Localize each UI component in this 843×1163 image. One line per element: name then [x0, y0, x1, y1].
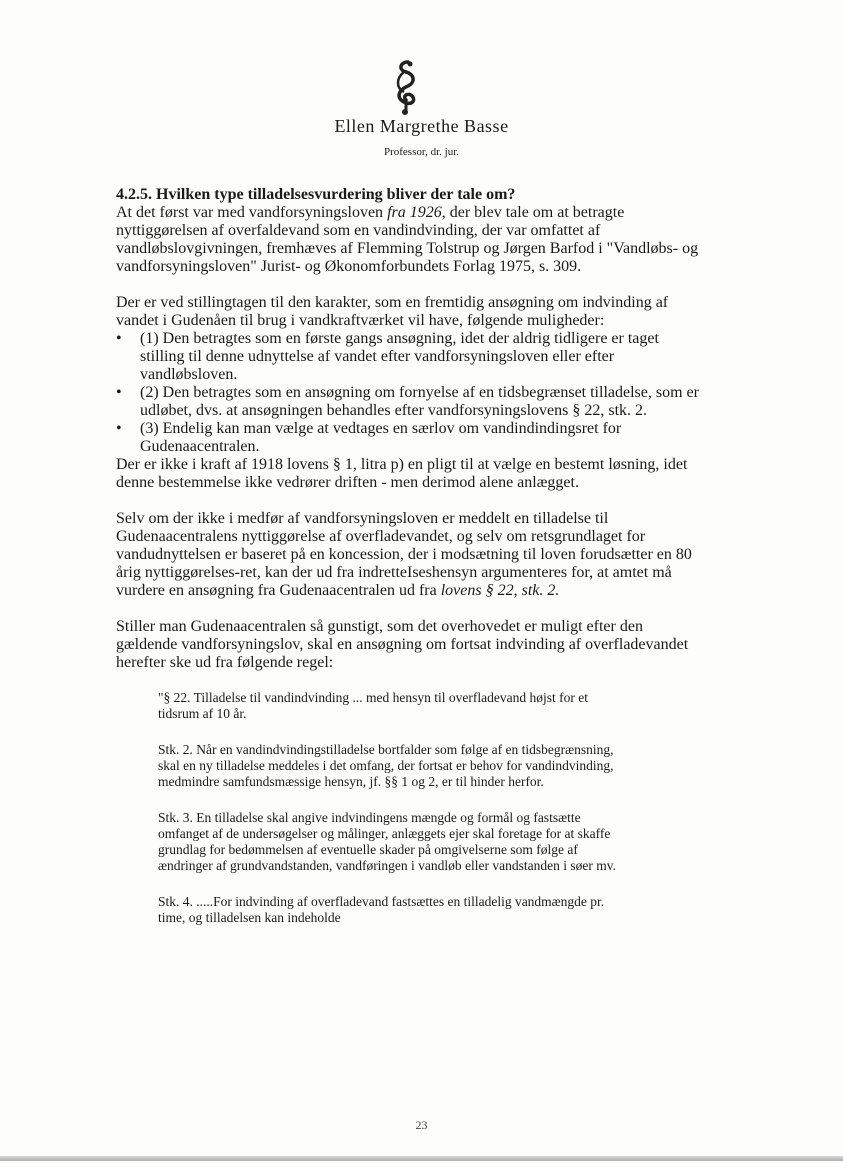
page-number: 23 — [415, 1118, 428, 1132]
paragraph-1-text-a: At det først var med vandforsyningsloven — [116, 204, 388, 221]
author-name: Ellen Margrethe Basse — [334, 116, 509, 136]
paragraph-1-text-c: , der blev tale om at betragte nyttiggørelsen af overfaldevand som en vandindvinding, der var omfattet af vandløbslovgivningen, fremhæves af Flemming Tolstrup og Jørgen Barfod i "Vandløbs- og vandforsyningsloven" Jurist- og Økonomforbundets Forlag 1975, s. 309. — [116, 204, 699, 275]
document-body — [116, 186, 706, 926]
list-item: • (2) Den betragtes som en ansøgning om fornyelse af en tidsbegrænset tilladelse, som er udløbet, dvs. at ansøgningen behandles efter vandforsyningslovens § 22, stk. 2. — [116, 384, 706, 420]
scan-edge — [0, 1156, 843, 1161]
paragraph-3: Der er ikke i kraft af 1918 lovens § 1, litra p) en pligt til at vælge en bestemt løsning, idet denne bestemmelse ikke vedrører driften - men derimod alene anlægget. — [116, 456, 688, 491]
quote-paragraph: Stk. 4. .....For indvinding af overfladevand fastsættes en tilladelig vandmængde pr. time, og tilladelsen kan indeholde — [158, 894, 605, 925]
list-item: • (3) Endelig kan man vælge at vedtages en særlov om vandindindingsret for Gudenaacentralen. — [116, 420, 706, 456]
author-title: Professor, dr. jur. — [383, 146, 460, 158]
paragraph-1-italic: fra 1926 — [387, 204, 442, 221]
paragraph-1 — [116, 204, 706, 276]
section-heading: 4.2.5. Hvilken type tilladelsesvurdering bliver der tale om? — [116, 186, 516, 203]
paragraph-4-text-a: Selv om der ikke i medfør af vandforsyningsloven er meddelt en tilladelse til Gudenaacentralens nyttiggørelse af overfladevandet, og selv om retsgrundlaget for vandudnyttelsen er baseret på en koncession, der i modsætning til loven forudsætter en 80 årig nyttiggørelses-ret, kan der ud fra indretteIseshensyn argumenteres for, at amtet må vurdere en ansøgning fra Gudenaacentralen ud fra — [116, 510, 692, 599]
options-list — [116, 330, 706, 456]
quote-paragraph: Stk. 2. Når en vandindvindingstilladelse bortfalder som følge af en tidsbegrænsning, skal en ny tilladelse meddeles i det omfang, der fortsat er behov for vandindvinding, medmindre samfundsmæssige hensyn, jf. §§ 1 og 2, er til hinder herfor. — [158, 742, 614, 789]
paragraph-4 — [116, 510, 706, 600]
list-item: • (1) Den betragtes som en første gangs ansøgning, idet der aldrig tidligere er taget stilling til denne udnyttelse af vandet efter vandforsyningsloven eller efter vandløbsloven. — [116, 330, 706, 384]
paragraph-5: Stiller man Gudenaacentralen så gunstigt, som det overhovedet er muligt efter den gældende vandforsyningslov, skal en ansøgning om fortsat indvinding af overfladevandet herefter ske ud fra følgende regel: — [116, 618, 689, 671]
quote-paragraph: "§ 22. Tilladelse til vandindvinding ... med hensyn til overfladevand højst for et tidsrum af 10 år. — [158, 690, 588, 721]
quote-paragraph: Stk. 3. En tilladelse skal angive indvindingens mængde og formål og fastsætte omfanget af de undersøgelser og målinger, anlæggets ejer skal foretage for at skaffe grundlag for bedømmelsen af eventuelle skader på omgivelserne som følge af ændringer af grundvandstanden, vandføringen i vandløb eller vandstanden i søer mv. — [158, 810, 616, 873]
paragraph-4-italic: lovens § 22, stk. 2. — [440, 582, 560, 599]
paragraph-2: Der er ved stillingtagen til den karakter, som en fremtidig ansøgning om indvinding af vandet i Gudenåen til brug i vandkraftværket vil have, følgende muligheder: — [116, 294, 669, 329]
treble-clef-ornament-icon — [386, 58, 426, 118]
law-quote — [158, 690, 628, 926]
